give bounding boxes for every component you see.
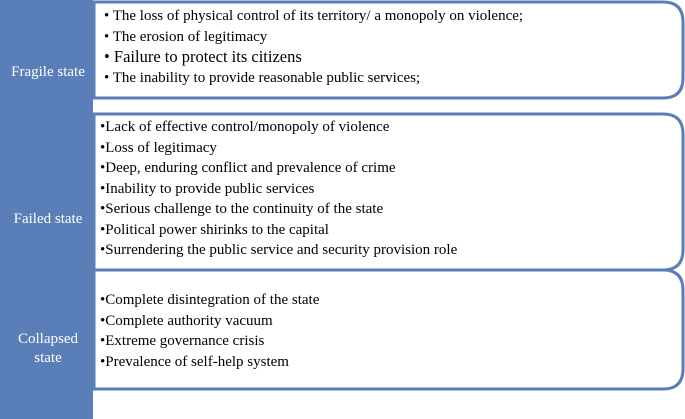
list-item: •Prevalence of self-help system [100,353,289,370]
stage-label-collapsed-line1: Collapsed [18,331,78,347]
list-item: • Failure to protect its citizens [104,47,302,66]
collapsed-state-list [100,290,319,372]
list-item: •Surrendering the public service and security provision role [100,242,458,258]
list-item: •Deep, enduring conflict and prevalence of crime [100,160,396,176]
list-item: •Political power shirinks to the capital [100,221,329,238]
list-item: •Inability to provide public services [100,180,315,197]
list-item: • The erosion of legitimacy [104,28,268,45]
list-item: •Extreme governance crisis [100,333,265,349]
list-item: •Complete disintegration of the state [100,292,320,308]
fragile-state-list [104,6,523,88]
failed-state-list [100,117,457,261]
list-item: •Complete authority vacuum [100,312,273,329]
stage-label-collapsed [0,330,96,368]
list-item: •Lack of effective control/monopoly of violence [100,119,390,135]
stage-label-failed: Failed state [13,211,83,227]
stage-label-fragile: Fragile state [11,64,85,80]
list-item: • The loss of physical control of its territory/ a monopoly on violence; [104,8,524,24]
list-item: • The inability to provide reasonable public services; [104,69,421,86]
list-item: •Loss of legitimacy [100,139,217,156]
list-item: •Serious challenge to the continuity of the state [100,201,384,217]
stage-label-collapsed-line2: state [34,350,62,366]
